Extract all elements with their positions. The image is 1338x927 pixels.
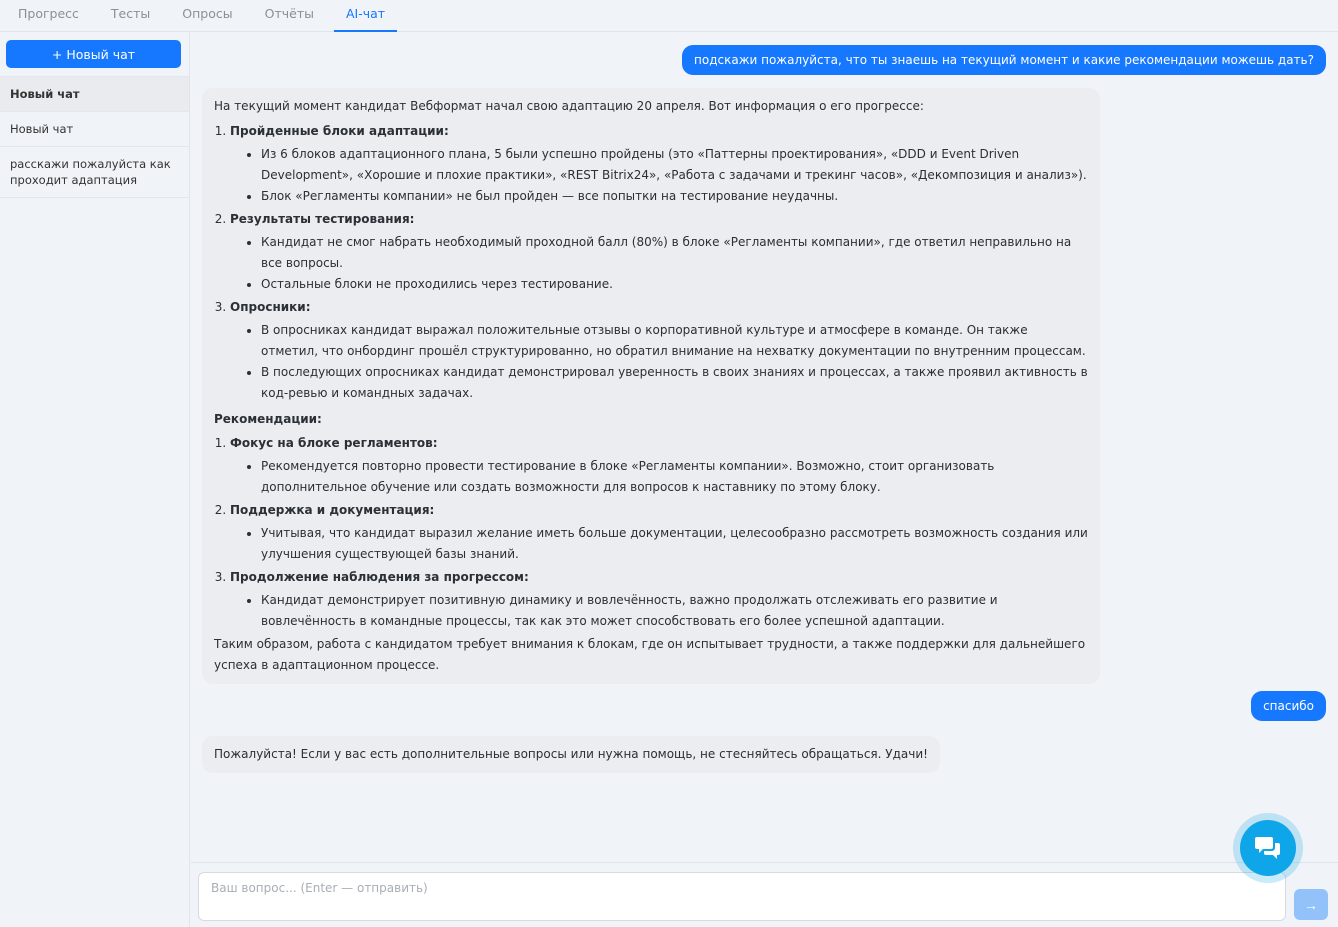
section-title: Фокус на блоке регламентов: <box>230 436 438 450</box>
new-chat-button[interactable]: + Новый чат <box>6 40 181 68</box>
assistant-message <box>202 88 1100 684</box>
chat-history-item[interactable]: Новый чат <box>0 112 189 147</box>
chat-sidebar <box>0 32 190 927</box>
floating-chat-button[interactable] <box>1233 813 1303 883</box>
user-message: спасибо <box>1251 691 1326 721</box>
recommendation-section <box>230 500 1088 565</box>
bullet-item: • Учитывая, что кандидат выразил желание иметь больше документации, целесообразно рассмотреть возможность создания или улучшения существующей базы знаний. <box>261 523 1088 565</box>
progress-section <box>230 209 1088 295</box>
section-title: Опросники: <box>230 300 311 314</box>
bullet-item: • Кандидат не смог набрать необходимый проходной балл (80%) в блоке «Регламенты компании», где ответил неправильно на все вопросы. <box>261 232 1088 274</box>
assistant-message: Пожалуйста! Если у вас есть дополнительные вопросы или нужна помощь, не стесняйтесь обращаться. Удачи! <box>202 736 940 773</box>
question-input[interactable] <box>198 872 1286 921</box>
top-tabs <box>0 0 1338 32</box>
progress-section <box>230 297 1088 404</box>
recommendations-list <box>230 433 1088 632</box>
user-message: подскажи пожалуйста, что ты знаешь на текущий момент и какие рекомендации можешь дать? <box>682 45 1326 75</box>
chat-history-list <box>0 76 189 198</box>
chat-history-item[interactable]: расскажи пожалуйста как проходит адаптация <box>0 147 189 198</box>
bullet-item: • В последующих опросниках кандидат демонстрировал уверенность в своих знаниях и процессах, а также проявил активность в код-ревью и командных задачах. <box>261 362 1088 404</box>
section-title: Результаты тестирования: <box>230 212 415 226</box>
bullet-item: • Остальные блоки не проходились через тестирование. <box>261 274 1088 295</box>
chat-bubbles-icon <box>1254 835 1282 861</box>
tab-progress[interactable]: Прогресс <box>18 6 79 21</box>
bullet-item: • Блок «Регламенты компании» не был пройден — все попытки на тестирование неудачны. <box>261 186 1088 207</box>
recommendations-heading: Рекомендации: <box>214 412 322 426</box>
bullet-item: • В опросниках кандидат выражал положительные отзывы о корпоративной культуре и атмосфере в команде. Он также отметил, что онбординг прошёл структурированно, но обратил внимание на нехватку документации по внутренним процессам. <box>261 320 1088 362</box>
message-conclusion: Таким образом, работа с кандидатом требует внимания к блокам, где он испытывает трудности, а также поддержки для дальнейшего успеха в адаптационном процессе. <box>214 637 1086 672</box>
progress-section <box>230 121 1088 207</box>
bullet-item: • Из 6 блоков адаптационного плана, 5 были успешно пройдены (это «Паттерны проектирования», «DDD и Event Driven Development», «Хорошие и плохие практики», «REST Bitrix24», «Работа с задачами и трекинг часов», «Декомпозиция и анализ»). <box>261 144 1088 186</box>
bullet-item: • Рекомендуется повторно провести тестирование в блоке «Регламенты компании». Возможно, стоит организовать дополнительное обучение или создать возможности для вопросов к наставнику по этому блоку. <box>261 456 1088 498</box>
chat-history-item[interactable]: Новый чат <box>0 77 189 112</box>
tab-surveys[interactable]: Опросы <box>182 6 233 21</box>
section-title: Поддержка и документация: <box>230 503 435 517</box>
send-button[interactable]: → <box>1294 889 1328 920</box>
section-title: Продолжение наблюдения за прогрессом: <box>230 570 529 584</box>
section-title: Пройденные блоки адаптации: <box>230 124 449 138</box>
tab-reports[interactable]: Отчёты <box>264 6 314 21</box>
recommendation-section <box>230 433 1088 498</box>
progress-list <box>230 121 1088 404</box>
recommendation-section <box>230 567 1088 632</box>
bullet-item: • Кандидат демонстрирует позитивную динамику и вовлечённость, важно продолжать отслеживать его развитие и вовлечённость в командные процессы, так как это может способствовать его более успешной адаптации. <box>261 590 1088 632</box>
tab-tests[interactable]: Тесты <box>110 6 151 21</box>
chat-messages-area <box>191 32 1338 862</box>
message-intro: На текущий момент кандидат Вебформат начал свою адаптацию 20 апреля. Вот информация о его прогрессе: <box>214 99 924 113</box>
tab-ai-chat[interactable]: AI-чат <box>334 0 397 31</box>
message-composer <box>191 862 1338 927</box>
